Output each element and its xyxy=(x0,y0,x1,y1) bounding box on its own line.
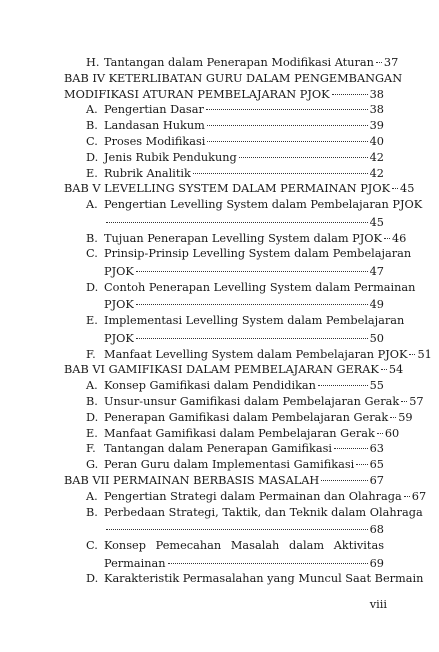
dot-leader xyxy=(334,448,368,449)
dot-leader xyxy=(168,563,368,564)
entry-title: Unsur-unsur Gamifikasi dalam Pembelajaran Gerak xyxy=(104,395,400,408)
entry-title: Tantangan dalam Penerapan Modifikasi Aturan xyxy=(104,56,374,69)
entry-page-number: 67 xyxy=(411,489,427,503)
entry-title: Permainan xyxy=(104,556,166,570)
dot-leader xyxy=(390,417,396,418)
dot-leader xyxy=(377,433,383,434)
entry-page-number: 69 xyxy=(369,556,384,570)
dot-leader xyxy=(384,238,390,239)
entry-title: PJOK xyxy=(104,331,134,345)
toc-entry[interactable] xyxy=(104,103,384,117)
dot-leader xyxy=(106,222,368,223)
entry-page-number: 63 xyxy=(369,442,384,456)
toc-entry[interactable] xyxy=(104,410,413,425)
entry-title: Manfaat Gamifikasi dalam Pembelajaran Gerak xyxy=(104,426,375,440)
dot-leader xyxy=(404,496,410,497)
entry-page-number: 55 xyxy=(369,379,384,393)
entry-title-line: BAB IV KETERLIBATAN GURU DALAM PENGEMBANGAN xyxy=(64,71,403,85)
entry-letter: F. xyxy=(86,442,96,456)
entry-page-number: 67 xyxy=(369,474,384,487)
dot-leader xyxy=(356,464,367,465)
toc-entry[interactable] xyxy=(64,182,415,196)
entry-title: Tujuan Penerapan Levelling System dalam PJOK xyxy=(104,231,382,245)
entry-title: Manfaat Levelling System dalam Pembelajaran PJOK xyxy=(104,347,408,361)
entry-letter: D. xyxy=(86,410,99,424)
entry-title: Konsep Gamifikasi dalam Pendidikan xyxy=(104,379,316,393)
entry-title: Peran Guru dalam Implementasi Gamifikasi xyxy=(104,458,355,472)
entry-title: Rubrik Analitik xyxy=(104,166,191,180)
toc-entry[interactable] xyxy=(104,119,384,133)
entry-title: BAB VI GAMIFIKASI DALAM PEMBELAJARAN GERAK xyxy=(64,363,379,377)
entry-letter: D. xyxy=(86,572,99,586)
dot-leader xyxy=(318,385,368,386)
entry-letter: B. xyxy=(86,119,98,133)
entry-title: BAB V LEVELLING SYSTEM DALAM PERMAINAN PJOK xyxy=(64,182,391,196)
entry-page-number: 59 xyxy=(398,410,413,424)
toc-entry[interactable] xyxy=(104,523,384,537)
dot-leader xyxy=(239,157,368,158)
toc-entry[interactable] xyxy=(104,151,384,165)
toc-entry[interactable] xyxy=(104,395,424,409)
dot-leader xyxy=(332,94,368,95)
entry-title-line: Implementasi Levelling System dalam Pembelajaran xyxy=(104,314,405,328)
entry-title: Jenis Rubik Pendukung xyxy=(104,150,237,164)
dot-leader xyxy=(401,401,407,402)
entry-letter: B. xyxy=(86,231,98,245)
entry-title: Tantangan dalam Penerapan Gamifikasi xyxy=(104,442,332,456)
dot-leader xyxy=(207,125,368,126)
entry-title: Proses Modifikasi xyxy=(104,135,206,148)
toc-entry[interactable] xyxy=(104,167,384,181)
entry-title: BAB VII PERMAINAN BERBASIS MASALAH xyxy=(64,474,320,487)
toc-entry[interactable] xyxy=(104,231,407,246)
entry-page-number: 42 xyxy=(369,150,384,164)
entry-letter: E. xyxy=(86,166,98,180)
entry-page-number: 54 xyxy=(388,363,404,377)
entry-letter: A. xyxy=(86,379,98,393)
toc-entry[interactable] xyxy=(104,135,384,149)
entry-letter: G. xyxy=(86,458,99,472)
entry-page-number: 38 xyxy=(369,87,384,101)
dot-leader xyxy=(136,338,368,339)
entry-letter: B. xyxy=(86,395,98,408)
entry-letter: A. xyxy=(86,489,98,503)
entry-letter: B. xyxy=(86,505,98,519)
entry-title-line: Konsep Pemecahan Masalah dalam Aktivitas xyxy=(104,539,384,552)
entry-page-number: 65 xyxy=(369,458,384,472)
entry-letter: D. xyxy=(86,150,99,164)
entry-title: PJOK xyxy=(104,265,134,278)
entry-letter: F. xyxy=(86,347,96,361)
toc-entry[interactable] xyxy=(104,379,384,393)
entry-title[interactable]: Karakteristik Permasalahan yang Muncul Saat Bermain xyxy=(104,572,424,586)
dot-leader xyxy=(136,271,368,272)
entry-page-number: 40 xyxy=(369,135,384,148)
entry-page-number: 57 xyxy=(409,395,424,408)
entry-page-number: 42 xyxy=(369,166,384,180)
entry-letter: A. xyxy=(86,103,98,117)
entry-title: PJOK xyxy=(104,298,134,312)
entry-letter: C. xyxy=(86,247,98,261)
toc-entry[interactable] xyxy=(104,332,384,346)
toc-entry[interactable] xyxy=(104,557,384,571)
entry-letter: D. xyxy=(86,280,99,294)
entry-page-number: 45 xyxy=(369,215,384,229)
toc-entry[interactable] xyxy=(104,347,432,362)
dot-leader xyxy=(136,304,368,305)
entry-page-number: 45 xyxy=(400,182,415,196)
entry-letter: H. xyxy=(86,56,100,69)
entry-letter: E. xyxy=(86,314,98,328)
entry-page-number: 46 xyxy=(392,231,407,245)
entry-title: Pengertian Strategi dalam Permainan dan Olahraga xyxy=(104,489,402,503)
toc-entry[interactable] xyxy=(104,216,384,230)
dot-leader xyxy=(381,369,387,370)
entry-letter: E. xyxy=(86,426,98,440)
entry-title: Landasan Hukum xyxy=(104,119,205,133)
toc-entry[interactable] xyxy=(104,56,399,70)
dot-leader xyxy=(207,141,367,142)
toc-entry[interactable] xyxy=(64,474,384,488)
entry-page-number: 49 xyxy=(369,298,384,312)
entry-page-number: 38 xyxy=(369,103,384,117)
entry-letter: C. xyxy=(86,539,98,552)
dot-leader xyxy=(392,188,398,189)
entry-page-number: 50 xyxy=(369,331,384,345)
toc-entry[interactable] xyxy=(104,458,384,472)
toc-entry[interactable] xyxy=(64,88,384,102)
entry-page-number: 37 xyxy=(383,56,399,69)
entry-title-line: Perbedaan Strategi, Taktik, dan Teknik dalam Olahraga xyxy=(104,505,423,519)
entry-title: Pengertian Dasar xyxy=(104,103,204,117)
entry-title: Penerapan Gamifikasi dalam Pembelajaran Gerak xyxy=(104,410,389,424)
toc-entry[interactable] xyxy=(104,426,400,441)
entry-page-number: 60 xyxy=(384,426,400,440)
entry-page-number: 51 xyxy=(417,347,432,361)
entry-letter: C. xyxy=(86,135,98,148)
page-number: viii xyxy=(369,598,387,611)
entry-title-line: Pengertian Levelling System dalam Pembelajaran PJOK xyxy=(104,198,423,212)
toc-entry[interactable] xyxy=(104,265,384,279)
toc-entry[interactable] xyxy=(104,298,384,312)
dot-leader xyxy=(206,109,368,110)
toc-entry[interactable] xyxy=(64,363,404,377)
dot-leader xyxy=(106,529,368,530)
dot-leader xyxy=(321,480,367,481)
entry-page-number: 68 xyxy=(369,523,384,537)
dot-leader xyxy=(409,354,415,355)
toc-entry[interactable] xyxy=(104,489,427,504)
entry-page-number: 47 xyxy=(369,265,384,278)
entry-page-number: 39 xyxy=(369,119,384,133)
entry-title-line: Contoh Penerapan Levelling System dalam Permainan xyxy=(104,280,416,294)
entry-title-line: Prinsip-Prinsip Levelling System dalam Pembelajaran xyxy=(104,247,412,261)
dot-leader xyxy=(193,173,368,174)
entry-letter: A. xyxy=(86,198,98,212)
dot-leader xyxy=(376,62,382,63)
toc-entry[interactable] xyxy=(104,442,384,456)
entry-title: MODIFIKASI ATURAN PEMBELAJARAN PJOK xyxy=(64,87,330,101)
